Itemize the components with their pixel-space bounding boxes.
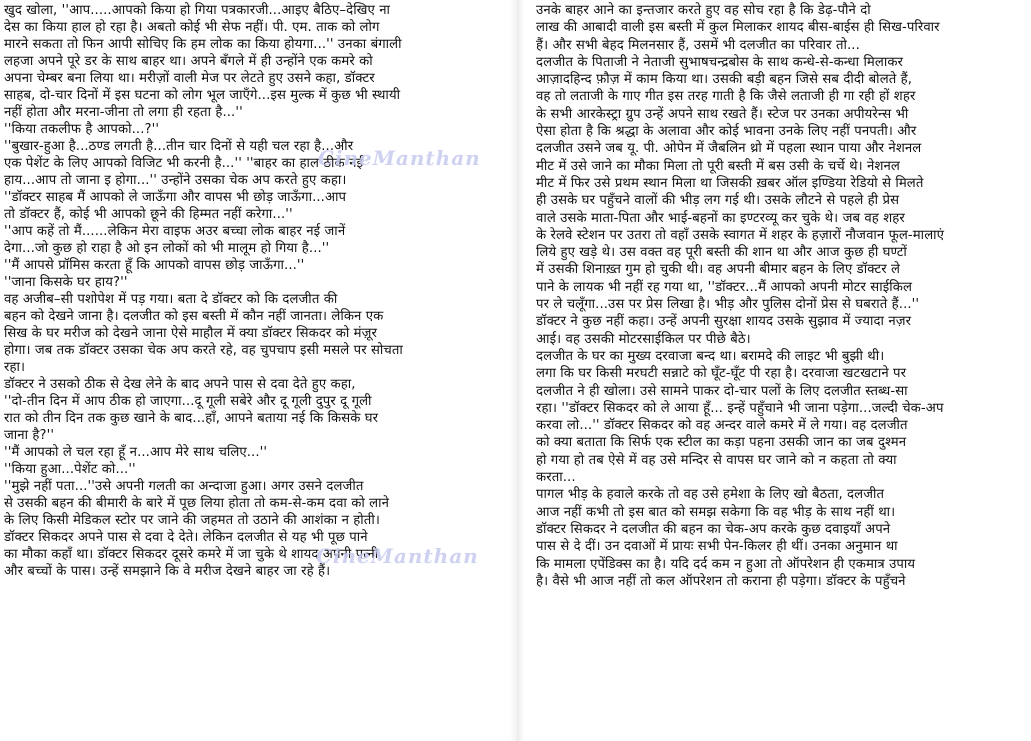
text-line: डॉक्टर सिकदर अपने पास से दवा दे देते। लेकिन दलजीत से यह भी पूछ पाने xyxy=(4,530,368,545)
text-line: ''आप कहें तो मैं......लेकिन मेरा वाइफ अउर बच्चा लोक बाहर नई जानें xyxy=(4,224,346,239)
text-line: डॉक्टर ने उसको ठीक से देख लेने के बाद अपने पास से दवा देते हुए कहा, xyxy=(4,377,356,392)
text-line: के लिए किसी मेडिकल स्टोर पर जाने की जहमत तो उठाने की आशंका न होती। xyxy=(4,513,380,528)
text-line: खुद खोला, ''आप.....आपको किया हो गिया पत्रकारजी...आइए बैठिए–देखिए ना xyxy=(4,3,391,18)
text-line: के रेलवे स्टेशन पर उतरा तो वहाँ उसके स्वागत में शहर के हज़ारों नौजवान फूल-मालाएं xyxy=(536,227,945,243)
text-line: डॉक्टर सिकदर ने दलजीत की बहन का चेक-अप करके कुछ दवाइयाँ अपने xyxy=(536,521,891,537)
left-page-column xyxy=(4,2,500,740)
text-line: लाख की आबादी वाली इस बस्ती में कुल मिलाकर शायद बीस-बाईस ही सिख-परिवार xyxy=(536,20,940,36)
text-line: लहजा अपने पूरे डर के साथ बाहर था। अपने बँगले में ही उन्होंने एक कमरे को xyxy=(4,54,373,69)
text-line: आज नहीं कभी तो इस बात को समझ सकेगा कि वह भीड़ के साथ नहीं था। xyxy=(536,504,896,520)
page-gutter xyxy=(510,0,524,741)
text-line: ''मैं आपको ले चल रहा हूँ न...आप मेरे साथ चलिए...'' xyxy=(4,445,268,460)
text-line: ''दो-तीन दिन में आप ठीक हो जाएगा...दू गूली सबेरे और दू गूली दुपुर दू गूली xyxy=(4,394,372,409)
text-line: नहीं होता और मरना-जीना तो लगा ही रहता है...'' xyxy=(4,105,243,120)
text-line: दलजीत उसने जब यू. पी. ओपेन में जैबलिन थ्रो में पहला स्थान पाया और नेशनल xyxy=(536,141,922,157)
text-line: रहा। ''डॉक्टर सिकदर को ले आया हूँ... इन्हें पहुँचाने भी जाना पड़ेगा...जल्दी चेक-अप xyxy=(536,400,944,416)
text-line: ''बुखार-हुआ है...ठण्ड लगती है...तीन चार दिनों से यही चल रहा है...और xyxy=(4,139,354,154)
text-line: एक पेशेंट के लिए आपको विजिट भी करनी है...'' ''बाहर का हाल ठीक नई xyxy=(4,156,364,171)
text-line: ''जाना किसके घर हाय?'' xyxy=(4,275,128,290)
text-line: तो डॉक्टर हैं, कोई भी आपको छूने की हिम्मत नहीं करेगा...'' xyxy=(4,207,293,222)
text-line: ''डॉक्टर साहब मैं आपको ले जाऊँगा और वापस भी छोड़ जाऊँगा...आप xyxy=(4,190,347,205)
text-line: लिये हुए खड़े थे। उस वक्त वह पूरी बस्ती की शान था और आज कुछ ही घण्टों xyxy=(536,245,907,261)
text-line: दलजीत के घर का मुख्य दरवाजा बन्द था। बरामदे की लाइट भी बुझी थी। xyxy=(536,348,885,364)
text-line: ''किया तकलीफ है आपको...?'' xyxy=(4,122,160,137)
text-line: रात को तीन दिन तक कुछ खाने के बाद...हाँ, आपने बताया नई कि किसके घर xyxy=(4,411,379,426)
text-line: ही उसके घर पहुँचने वालों की भीड़ लग गई थी। उसके लौटने से पहले ही प्रेस xyxy=(536,193,900,209)
text-line: पागल भीड़ के हवाले करके तो वह उसे हमेशा के लिए खो बैठता, दलजीत xyxy=(536,487,885,503)
watermark-top: CineManthan xyxy=(318,146,481,170)
text-line: ऐसा होता है कि श्रद्धा के अलावा और कोई भावना उनके लिए नहीं पनपती। और xyxy=(536,124,917,140)
text-line: को क्या बताता कि सिर्फ एक स्टील का कड़ा पहना उसकी जान का जब दुश्मन xyxy=(536,435,907,451)
text-line: ''मुझे नहीं पता...''उसे अपनी गलती का अन्दाजा हुआ। अगर उसने दलजीत xyxy=(4,479,364,494)
text-line: हैं। और सभी बेहद मिलनसार हैं, उसमें भी दलजीत का परिवार तो... xyxy=(536,37,860,53)
text-line: उनके बाहर आने का इन्तजार करते हुए वह सोच रहा है कि डेढ़-पौने दो xyxy=(536,3,871,18)
text-line: करवा लो...'' डॉक्टर सिकदर को वह अन्दर वाले कमरे में ले गया। वह दलजीत xyxy=(536,418,908,434)
text-line: आई। वह उसकी मोटरसाईकिल पर पीछे बैठे। xyxy=(536,331,751,347)
text-line: जाना है?'' xyxy=(4,428,55,443)
text-line: वह तो लताजी के गाए गीत इस तरह गाती है कि जैसे लताजी ही गा रही हों शहर xyxy=(536,89,916,105)
text-line: होगा। जब तक डॉक्टर उसका चेक अप करते रहे, वह चुपचाप इसी मसले पर सोचता xyxy=(4,343,403,358)
text-line: मीट में फिर उसे प्रथम स्थान मिला था जिसकी ख़बर ऑल इण्डिया रेडियो से मिलते xyxy=(536,175,924,191)
text-line: लगा कि घर किसी मरघटी सन्नाटे को घूँट-घूँट पी रहा है। दरवाजा खटखटाने पर xyxy=(536,366,907,382)
text-line: के सभी आरकेस्ट्रा ग्रुप उन्हें अपने साथ रखते हैं। स्टेज पर उनका अपीयरेन्स भी xyxy=(536,106,909,122)
right-page-column xyxy=(536,2,1028,740)
text-line: पाने के लायक भी नहीं रह गया था, ''डॉक्टर...मैं आपको अपनी मोटर साईकिल xyxy=(536,279,912,295)
text-line: वाले उसके माता-पिता और भाई-बहनों का इण्टरव्यू कर चुके थे। जब वह शहर xyxy=(536,210,905,226)
text-line: देगा...जो कुछ हो राहा है ओ इन लोकों को भी मालूम हो गिया है...'' xyxy=(4,241,330,256)
text-line: हो गया हो तब ऐसे में वह उसे मन्दिर से वापस घर जाने को न कहता तो क्या xyxy=(536,452,897,468)
text-line: रहा। xyxy=(4,360,26,375)
text-line: मारने सकता तो फिन आपी सोचिए कि हम लोक का किया होयगा...'' उनका बंगाली xyxy=(4,37,402,52)
text-line: अपना चेम्बर बना लिया था। मरीज़ों वाली मेज पर लेटते हुए उसने कहा, डॉक्टर xyxy=(4,71,375,86)
text-line: पर ले चलूँगा...उस पर प्रेस लिखा है। भीड़ और पुलिस दोनों प्रेस से घबराते हैं...'' xyxy=(536,297,920,313)
text-line: बहन को देखने जाना है। दलजीत को इस बस्ती में कौन नहीं जानता। लेकिन एक xyxy=(4,309,384,324)
text-line: वह अजीब–सी पशोपेश में पड़ गया। बता दे डॉक्टर को कि दलजीत की xyxy=(4,292,338,307)
text-line: आज़ादहिन्द फ़ौज़ में काम किया था। उसकी बड़ी बहन जिसे सब दीदी बोलते हैं, xyxy=(536,72,913,88)
text-line: दलजीत के पिताजी ने नेताजी सुभाषचन्द्रबोस के साथ कन्धे-से-कन्धा मिलाकर xyxy=(536,54,904,70)
text-line: साहब, दो-चार दिनों में इस घटना को लोग भूल जाएँगे...इस मुल्क में कुछ भी स्थायी xyxy=(4,88,401,103)
text-line: ''मैं आपसे प्रॉमिस करता हूँ कि आपको वापस छोड़ जाऊँगा...'' xyxy=(4,258,305,273)
text-line: करता... xyxy=(536,470,576,486)
text-line: है। वैसे भी आज नहीं तो कल ऑपरेशन तो कराना ही पड़ेगा। डॉक्टर के पहुँचने xyxy=(536,573,906,589)
text-line: हाय...आप तो जाना इ होगा...'' उन्होंने उसका चेक अप करते हुए कहा। xyxy=(4,173,347,188)
text-line: में उसकी शिनाख़्त गुम हो चुकी थी। वह अपनी बीमार बहन के लिए डॉक्टर ले xyxy=(536,262,901,278)
text-line: देस का किया हाल हो रहा है। अबतो कोई भी सेफ नहीं। पी. एम. ताक को लोग xyxy=(4,20,380,35)
text-line: पास से दे दीं। उन दवाओं में प्रायः सभी पेन-किलर ही थीं। उनका अनुमान था xyxy=(536,539,898,555)
text-line: से उसकी बहन की बीमारी के बारे में पूछ लिया होता तो कम-से-कम दवा को लाने xyxy=(4,496,390,511)
text-line: दलजीत ने ही खोला। उसे सामने पाकर दो-चार पलों के लिए दलजीत स्तब्ध-सा xyxy=(536,383,908,399)
text-line: ''किया हुआ...पेशेंट को...'' xyxy=(4,462,136,477)
text-line: सिख के घर मरीज को देखने जाना ऐसे माहौल में क्या डॉक्टर सिकदर को मंज़ूर xyxy=(4,326,378,341)
watermark-bottom: CineManthan xyxy=(316,544,479,568)
text-line: डॉक्टर ने कुछ नहीं कहा। उन्हें अपनी सुरक्षा शायद उसके सुझाव में ज्यादा नज़र xyxy=(536,314,912,330)
text-line: और बच्चों के पास। उन्हें समझाने कि वे मरीज देखने बाहर जा रहे हैं। xyxy=(4,564,331,579)
text-line: कि मामला एपेंडिक्स का है। यदि दर्द कम न हुआ तो ऑपरेशन ही एकमात्र उपाय xyxy=(536,556,916,572)
text-line: का मौका कहाँ था। डॉक्टर सिकदर दूसरे कमरे में जा चुके थे शायद अपनी पत्नी xyxy=(4,547,379,562)
text-line: मीट में उसे जाने का मौका मिला तो पूरी बस्ती में बस उसी के चर्चे थे। नेशनल xyxy=(536,158,900,174)
